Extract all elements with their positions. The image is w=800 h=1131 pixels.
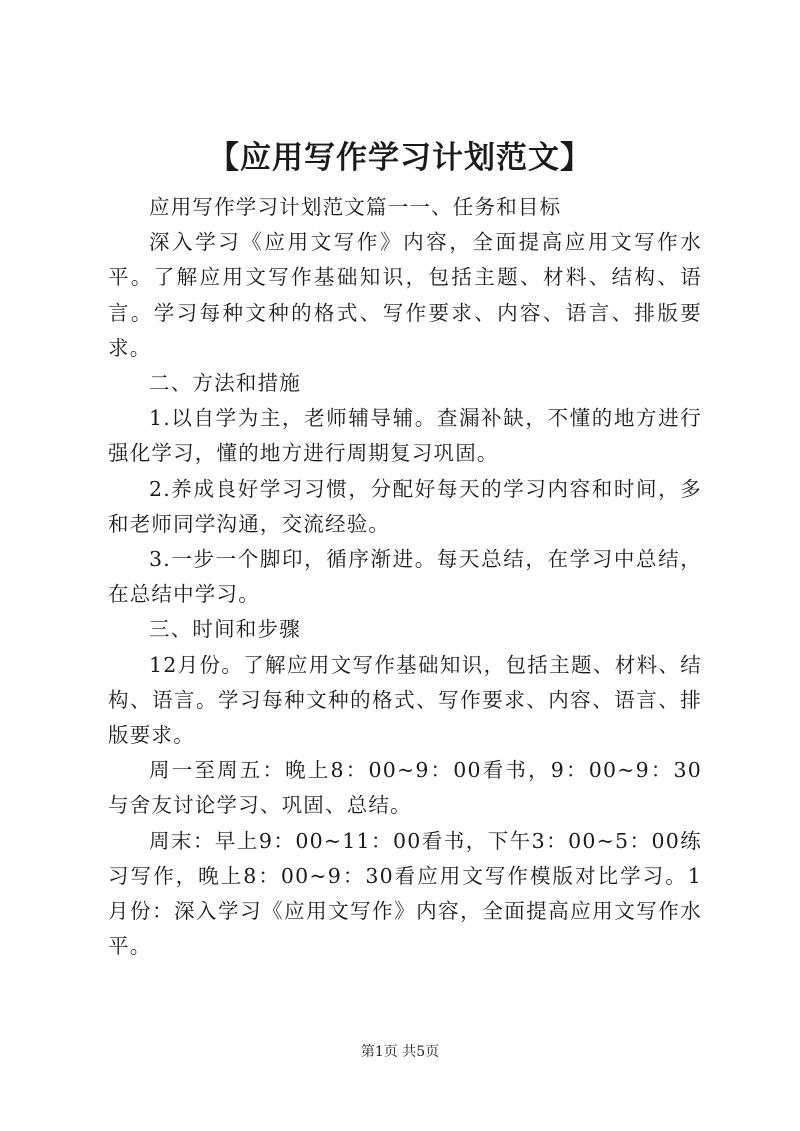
document-title: 【应用写作学习计划范文】	[208, 140, 592, 176]
paragraph-december-plan: 12月份。了解应用文写作基础知识，包括主题、材料、结构、语言。学习每种文种的格式、写作要求、内容、语言、排版要求。	[108, 652, 702, 748]
paragraph-section-three-heading: 三、时间和步骤	[149, 617, 301, 642]
paragraph-section-one-heading: 应用写作学习计划范文篇一一、任务和目标	[149, 195, 562, 219]
paragraph-goals: 深入学习《应用文写作》内容，全面提高应用文写作水平。了解应用文写作基础知识，包括主题、材料、结构、语言。学习每种文种的格式、写作要求、内容、语言、排版要求。	[108, 230, 702, 360]
paragraph-method-1: 1.以自学为主，老师辅导辅。查漏补缺，不懂的地方进行强化学习，懂的地方进行周期复习巩固。	[108, 406, 702, 466]
paragraph-weekend-schedule: 周末：早上9：00~11：00看书，下午3：00~5：00练习写作，晚上8：00~9：30看应用文写作模版对比学习。1月份：深入学习《应用文写作》内容，全面提高应用文写作水平。	[108, 828, 702, 959]
paragraph-section-two-heading: 二、方法和措施	[149, 371, 301, 396]
paragraph-method-3: 3.一步一个脚印，循序渐进。每天总结，在学习中总结，在总结中学习。	[108, 547, 702, 607]
page-number-footer: 第1页 共5页	[360, 1044, 440, 1060]
paragraph-weekday-schedule: 周一至周五：晚上8：00~9：00看书，9：00~9：30与舍友讨论学习、巩固、总结。	[108, 758, 702, 818]
document-body	[108, 190, 702, 964]
paragraph-method-2: 2.养成良好学习习惯，分配好每天的学习内容和时间，多和老师同学沟通，交流经验。	[108, 476, 702, 536]
